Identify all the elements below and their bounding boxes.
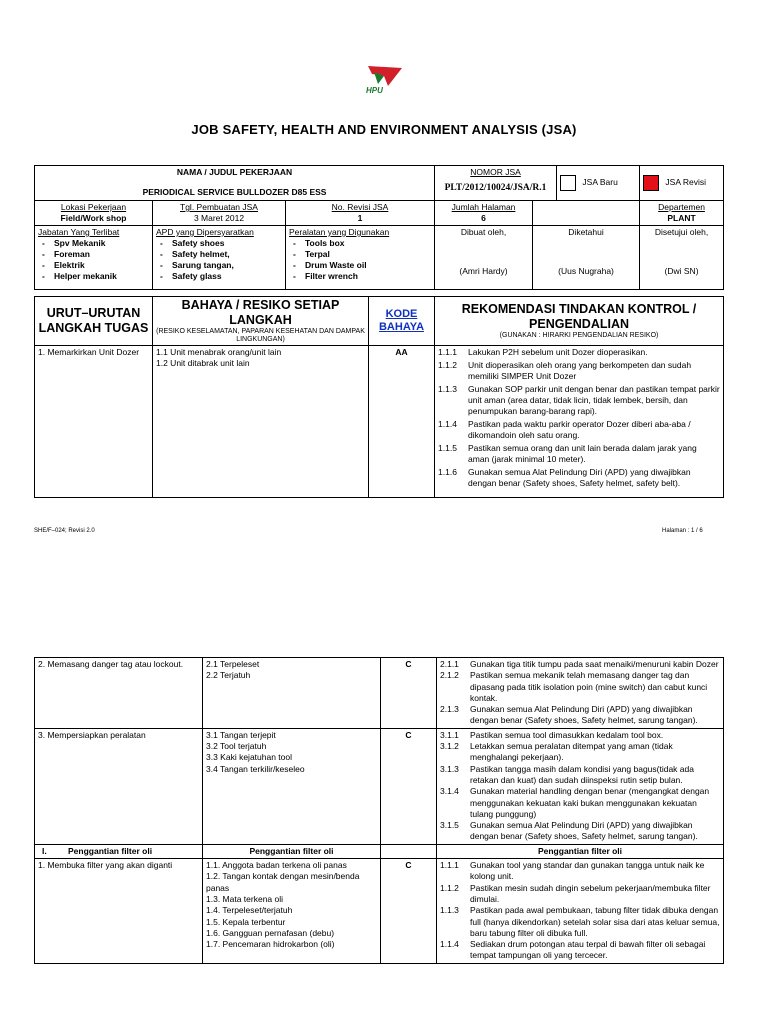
rec-num: 3.1.3 xyxy=(440,763,459,774)
nama-value: PERIODICAL SERVICE BULLDOZER D85 ESS xyxy=(142,187,327,197)
jumlah-cell xyxy=(435,201,533,226)
rec-num: 2.1.2 xyxy=(440,670,459,681)
hazard-item: 3.3 Kaki kejatuhan tool xyxy=(206,752,293,763)
row2-kode: C xyxy=(381,658,437,729)
rec-text: Gunakan semua Alat Pelindung Diri (APD) yang diwajibkan dengan benar (Safety shoes, Safety helmet, safety belt). xyxy=(468,467,691,488)
jsa-baru-checkbox[interactable] xyxy=(560,175,576,191)
rec-num: 3.1.4 xyxy=(440,786,459,797)
col-rekomendasi-header xyxy=(435,297,724,346)
rec-item xyxy=(440,764,720,787)
jumlah-label: Jumlah Halaman xyxy=(451,202,516,212)
dept-label: Departemen xyxy=(658,202,705,212)
dibuat-cell xyxy=(435,226,533,290)
rec-item xyxy=(438,347,720,358)
rec-text: Lakukan P2H sebelum unit Dozer dioperasikan. xyxy=(468,347,648,357)
rec-num: 3.1.2 xyxy=(440,741,459,752)
row2-recs xyxy=(437,658,724,729)
diketahui-label: Diketahui xyxy=(568,227,604,237)
rec-item xyxy=(438,443,720,465)
rec-num: 1.1.1 xyxy=(440,860,459,871)
rec-item xyxy=(440,730,720,741)
rec-text: Unit dioperasikan oleh orang yang berkompeten dan sudah memiliki SIMPER Unit Dozer xyxy=(468,360,692,381)
section-title xyxy=(35,844,203,858)
section-hazard-title: Penggantian filter oli xyxy=(203,844,381,858)
dibuat-name: (Amri Hardy) xyxy=(459,266,508,276)
list-item: - Safety shoes xyxy=(156,238,282,249)
rec-num: 1.1.4 xyxy=(438,419,457,429)
jabatan-list xyxy=(38,238,149,282)
col-bahaya-sub: (RESIKO KESELAMATAN, PAPARAN KESEHATAN DAN DAMPAK LINGKUNGAN) xyxy=(156,328,365,343)
rec-num: 1.1.5 xyxy=(438,443,457,453)
hazard-item: 1.2 Unit ditabrak unit lain xyxy=(156,358,250,368)
empty-cell xyxy=(533,201,640,226)
rec-num: 1.1.1 xyxy=(438,347,457,357)
page-2 xyxy=(0,655,768,1024)
hazard-item: 2.2 Terjatuh xyxy=(206,670,251,681)
nama-cell xyxy=(35,166,435,201)
row1-hazards xyxy=(153,346,369,498)
list-item: - Drum Waste oil xyxy=(289,260,431,271)
disetujui-label: Disetujui oleh, xyxy=(654,227,709,237)
hazard-item: 2.1 Terpeleset xyxy=(206,659,260,669)
tgl-cell xyxy=(153,201,286,226)
row4-hazards xyxy=(203,859,381,964)
dept-cell xyxy=(640,201,724,226)
rec-text: Pastikan semua tool dimasukkan kedalam tool box. xyxy=(470,729,664,740)
rec-item xyxy=(440,883,720,906)
rec-text: Pastikan tangga masih dalam kondisi yang bagus(tidak ada retakan dan kuat) dan sudah diinspeksi rutin setip bulan. xyxy=(470,763,694,785)
rec-item xyxy=(440,670,720,704)
lokasi-cell xyxy=(35,201,153,226)
tgl-value: 3 Maret 2012 xyxy=(193,213,245,223)
footer-form-code: SHE/F–024; Revisi 2.0 xyxy=(34,528,95,534)
row1-step: 1. Memarkirkan Unit Dozer xyxy=(35,346,153,498)
list-item: - Helper mekanik xyxy=(38,271,149,282)
rec-num: 2.1.1 xyxy=(440,659,459,669)
apd-list xyxy=(156,238,282,282)
jabatan-cell xyxy=(35,226,153,290)
rec-num: 1.1.6 xyxy=(438,467,457,477)
hazard-item: 3.2 Tool terjatuh xyxy=(206,741,267,752)
list-item: - Tools box xyxy=(289,238,431,249)
col-bahaya-header xyxy=(153,297,369,346)
row4-recs xyxy=(437,859,724,964)
list-item: - Spv Mekanik xyxy=(38,238,149,249)
row3-step: 3. Mempersiapkan peralatan xyxy=(35,728,203,844)
hazard-item: 1.6. Gangguan pernafasan (debu) xyxy=(206,927,335,938)
rec-num: 3.1.5 xyxy=(440,820,459,831)
rec-item xyxy=(440,905,720,939)
lokasi-value: Field/Work shop xyxy=(60,213,127,223)
section-kode-empty xyxy=(381,844,437,858)
col-kode-header[interactable]: KODE BAHAYA xyxy=(369,297,435,346)
jsa-header-table xyxy=(34,165,724,498)
hazard-item: 3.1 Tangan terjepit xyxy=(206,729,276,740)
list-item: - Elektrik xyxy=(38,260,149,271)
rec-item xyxy=(440,820,720,843)
row4-kode: C xyxy=(381,859,437,964)
rec-text: Pastikan semua mekanik telah memasang danger tag dan dipasang pada titik isolation poin (mine switch) dan cabut kunci kontak. xyxy=(470,670,708,703)
col-bahaya-title: BAHAYA / RESIKO SETIAP LANGKAH xyxy=(181,298,340,327)
rec-text: Gunakan material handling dengan benar (mengangkat dengan menggunakan kekuatan kaki bukan menggunakan kekuatan tulang punggung) xyxy=(470,786,710,819)
revisi-cell xyxy=(286,201,435,226)
rec-text: Gunakan tiga titik tumpu pada saat menaiki/menuruni kabin Dozer xyxy=(470,659,719,669)
jsa-continuation-table xyxy=(34,657,724,964)
jsa-revisi-cell xyxy=(640,166,724,201)
rec-num: 1.1.4 xyxy=(440,939,459,950)
rec-text: Gunakan semua Alat Pelindung Diri (APD) yang diwajibkan dengan benar (Safety shoes, Safety helmet, sarung tangan). xyxy=(470,704,698,726)
rec-item xyxy=(438,360,720,382)
spacer-row xyxy=(35,290,724,297)
rec-item xyxy=(440,741,720,764)
rec-item xyxy=(438,384,720,417)
col-rekomendasi-title: REKOMENDASI TINDAKAN KONTROL / PENGENDALIAN xyxy=(461,302,697,331)
rec-item xyxy=(440,704,720,727)
row3-hazards xyxy=(203,728,381,844)
rec-text: Gunakan semua Alat Pelindung Diri (APD) yang diwajibkan dengan benar (Safety shoes, Safety helmet, sarung tangan). xyxy=(470,820,698,842)
hazard-item: 1.7. Pencemaran hidrokarbon (oli) xyxy=(206,939,335,950)
hazard-item: 1.3. Mata terkena oli xyxy=(206,893,284,904)
rec-text: Pastikan mesin sudah dingin sebelum pekerjaan/membuka filter dimulai. xyxy=(470,882,711,904)
dept-value: PLANT xyxy=(667,213,696,223)
rec-item xyxy=(440,860,720,883)
row2-hazards xyxy=(203,658,381,729)
list-item: - Sarung tangan, xyxy=(156,260,282,271)
rec-item xyxy=(438,467,720,489)
rec-num: 1.1.3 xyxy=(440,905,459,916)
logo-text: HPU xyxy=(366,86,383,95)
footer-page-number: Halaman : 1 / 6 xyxy=(662,528,703,534)
nomor-cell xyxy=(435,166,557,201)
jsa-revisi-checkbox[interactable] xyxy=(643,175,659,191)
section-name: Penggantian filter oli xyxy=(68,845,153,856)
list-item: - Foreman xyxy=(38,249,149,260)
row2-step: 2. Memasang danger tag atau lockout. xyxy=(35,658,203,729)
hazard-item: 1.2. Tangan kontak dengan mesin/benda panas xyxy=(206,871,360,893)
rec-text: Letakkan semua peralatan ditempat yang aman (tidak menghalangi pekerjaan). xyxy=(470,741,673,763)
revisi-value: 1 xyxy=(357,213,363,223)
diketahui-cell xyxy=(533,226,640,290)
rec-text: Gunakan tool yang standar dan gunakan tangga untuk naik ke kolong unit. xyxy=(470,860,705,882)
rec-item xyxy=(440,659,720,670)
rec-text: Pastikan pada waktu parkir operator Dozer diberi aba-aba / dikomandoin oleh satu orang. xyxy=(468,419,691,440)
disetujui-name: (Dwi SN) xyxy=(664,266,699,276)
row4-step: 1. Membuka filter yang akan diganti xyxy=(35,859,203,964)
rec-item xyxy=(438,419,720,441)
row3-kode: C xyxy=(381,728,437,844)
rec-num: 1.1.3 xyxy=(438,384,457,394)
hazard-item: 1.1 Unit menabrak orang/unit lain xyxy=(156,347,282,357)
nomor-value: PLT/2012/10024/JSA/R.1 xyxy=(444,183,547,193)
rec-num: 2.1.3 xyxy=(440,704,459,715)
rec-num: 1.1.2 xyxy=(438,360,457,370)
disetujui-cell xyxy=(640,226,724,290)
section-num: I. xyxy=(42,845,47,856)
rec-text: Pastikan semua orang dan unit lain berada dalam jarak yang aman (jarak minimal 10 meter). xyxy=(468,443,697,464)
peralatan-list xyxy=(289,238,431,282)
tgl-label: Tgl. Pembuatan JSA xyxy=(180,202,258,212)
row1-recs xyxy=(435,346,724,498)
list-item: - Terpal xyxy=(289,249,431,260)
hazard-item: 3.4 Tangan terkilir/keseleo xyxy=(206,763,305,774)
rec-text: Gunakan SOP parkir unit dengan benar dan pastikan tempat parkir unit aman (area datar, tidak licin, tidak lembek, bersih, dan penumpukan barang-barang rapi). xyxy=(468,384,720,416)
apd-cell xyxy=(153,226,286,290)
apd-label: APD yang Dipersyaratkan xyxy=(156,227,254,237)
col-urutan-header: URUT–URUTAN LANGKAH TUGAS xyxy=(35,297,153,346)
list-item: - Filter wrench xyxy=(289,271,431,282)
rec-item xyxy=(440,786,720,820)
jabatan-label: Jabatan Yang Terlibat xyxy=(38,227,120,237)
jsa-baru-cell xyxy=(557,166,640,201)
section-rec-title: Penggantian filter oli xyxy=(437,844,724,858)
list-item: - Safety helmet, xyxy=(156,249,282,260)
document-title: JOB SAFETY, HEALTH AND ENVIRONMENT ANALYSIS (JSA) xyxy=(191,122,577,137)
rec-num: 1.1.2 xyxy=(440,882,459,893)
lokasi-label: Lokasi Pekerjaan xyxy=(60,202,127,212)
hazard-item: 1.4. Terpeleset/terjatuh xyxy=(206,905,293,916)
diketahui-name: (Uus Nugraha) xyxy=(558,266,614,276)
jsa-revisi-label: JSA Revisi xyxy=(665,177,707,188)
nama-label: NAMA / JUDUL PEKERJAAN xyxy=(176,167,293,177)
list-item: - Safety glass xyxy=(156,271,282,282)
peralatan-label: Peralatan yang Digunakan xyxy=(289,227,390,237)
rec-num: 3.1.1 xyxy=(440,729,459,740)
rec-item xyxy=(440,939,720,962)
jumlah-value: 6 xyxy=(481,213,486,223)
row1-kode: AA xyxy=(369,346,435,498)
rec-text: Pastikan pada awal pembukaan, tabung filter tidak dibuka dengan full (hanya dikendorkan) setelah solar sisa dari atas keluar semua, baru tabung filter oli dibuka full. xyxy=(470,905,720,938)
revisi-label: No. Revisi JSA xyxy=(331,202,389,212)
row3-recs xyxy=(437,728,724,844)
hazard-item: 1.5. Kepala terbentur xyxy=(206,916,286,927)
peralatan-cell xyxy=(286,226,435,290)
dibuat-label: Dibuat oleh, xyxy=(460,227,507,237)
rec-text: Sediakan drum potongan atau terpal di bawah filter oli sebagai tempat tampungan oli yang tercecer. xyxy=(470,939,706,961)
jsa-baru-label: JSA Baru xyxy=(582,177,618,188)
nomor-label: NOMOR JSA xyxy=(470,167,521,177)
col-rekomendasi-sub: (GUNAKAN : HIRARKI PENGENDALIAN RESIKO) xyxy=(499,332,659,339)
hazard-item: 1.1. Anggota badan terkena oli panas xyxy=(206,860,347,871)
